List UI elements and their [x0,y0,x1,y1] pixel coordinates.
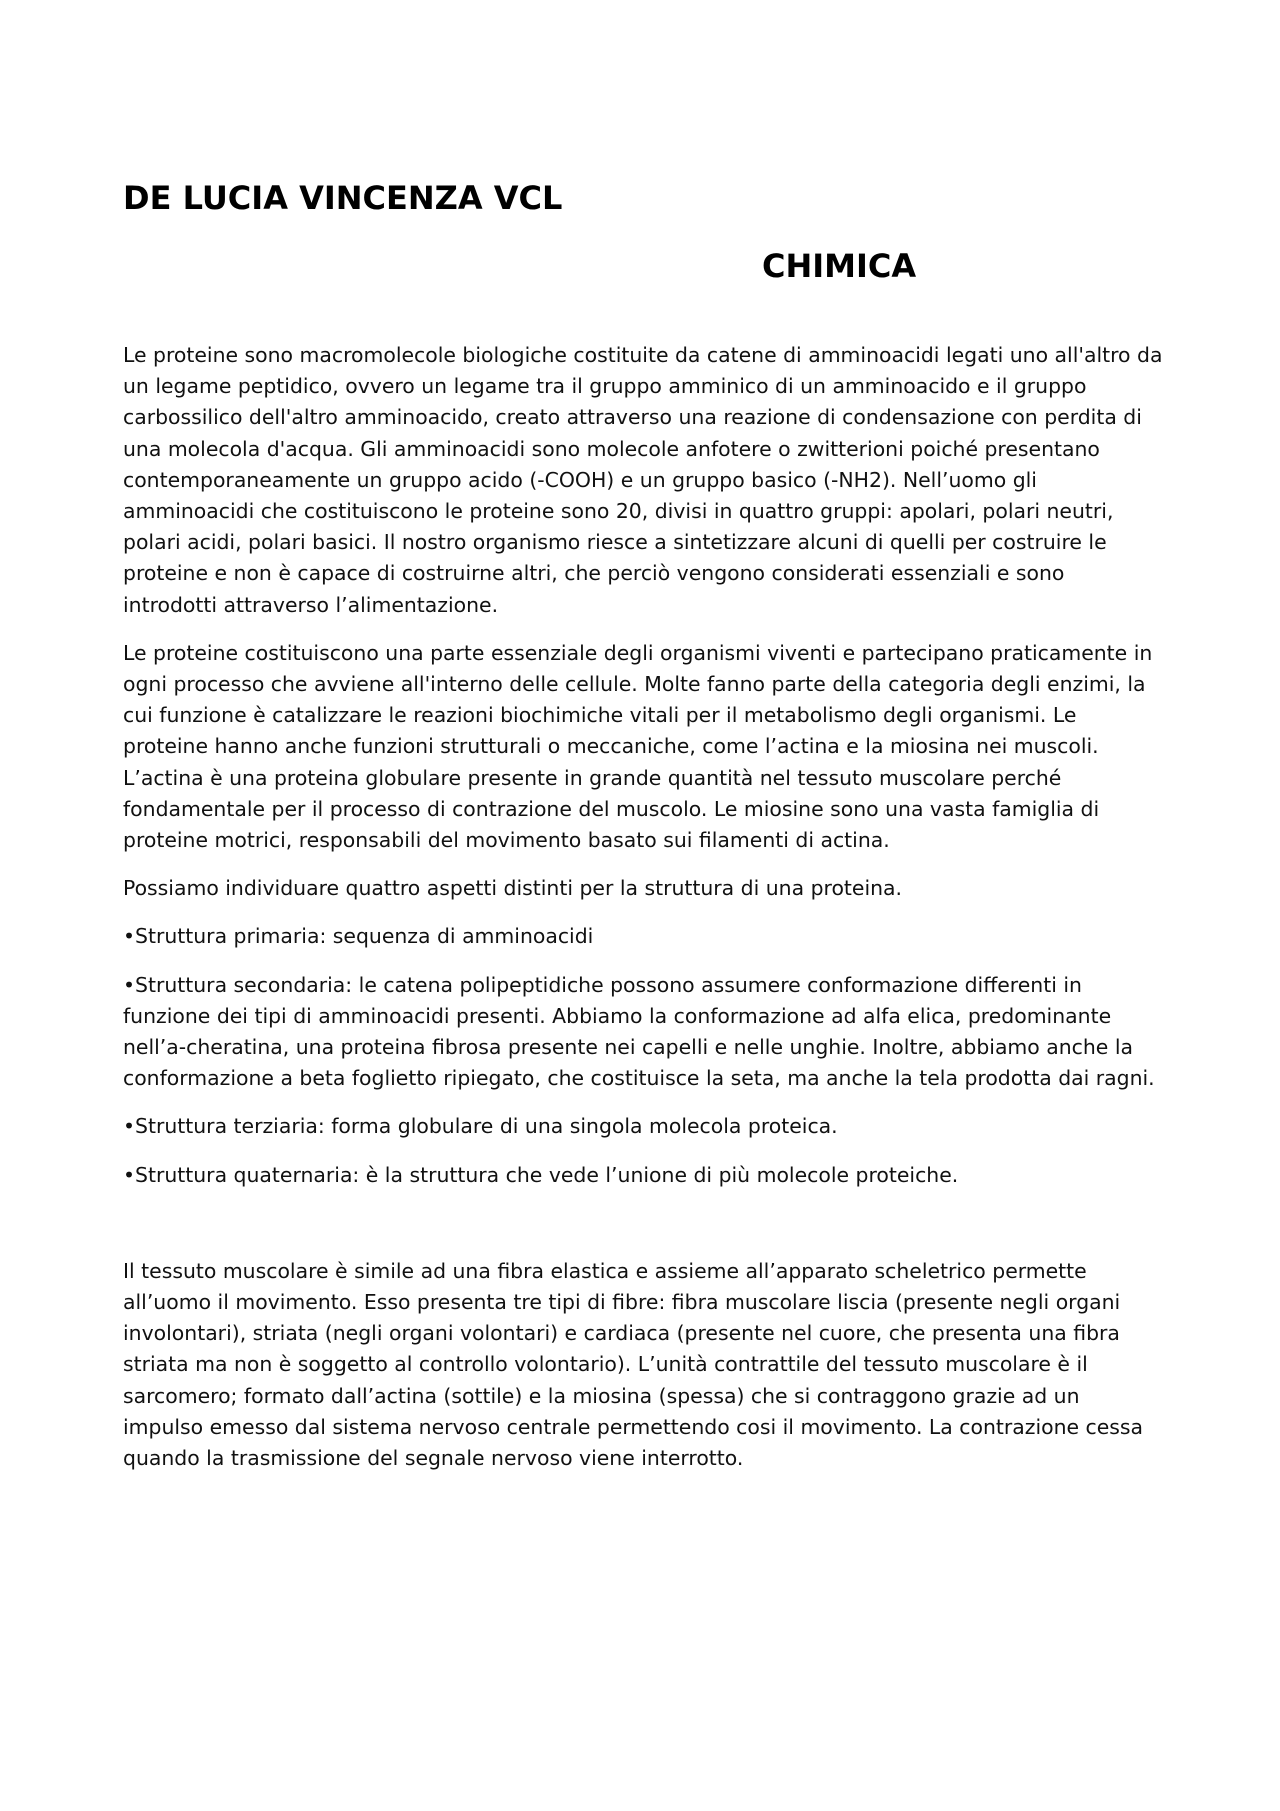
paragraph-tessuto-muscolare: Il tessuto muscolare è simile ad una fibra elastica e assieme all’apparato scheletrico permette all’uomo il movimento. Esso presenta tre tipi di fibre: fibra muscolare liscia (presente negli organi involontari), striata (negli organi volontari) e cardiaca (presente nel cuore, che presenta una fibra striata ma non è soggetto al controllo volontario). L’unità contrattile del tessuto muscolare è il sarcomero; formato dall’actina (sottile) e la miosina (spessa) che si contraggono grazie ad un impulso emesso dal sistema nervoso centrale permettendo cosi il movimento. La contrazione cessa quando la trasmissione del segnale nervoso viene interrotto. [123,1258,1144,1471]
paragraph-funzioni-proteine: Le proteine costituiscono una parte essenziale degli organismi viventi e partecipano praticamente in ogni processo che avviene all'interno delle cellule. Molte fanno parte della categoria degli enzimi, la cui funzione è catalizzare le reazioni biochimiche vitali per il metabolismo degli organismi. Le proteine hanno anche funzioni strutturali o meccaniche, come l’actina e la miosina nei muscoli. L’actina è una proteina globulare presente in grande quantità nel tessuto muscolare perché fondamentale per il processo di contrazione del muscolo. Le miosine sono una vasta famiglia di proteine motrici, responsabili del movimento basato sui filamenti di actina. [123,640,1153,853]
subject-title: CHIMICA [762,247,917,285]
bullet-struttura-quaternaria: •Struttura quaternaria: è la struttura che vede l’unione di più molecole proteiche. [123,1162,959,1187]
bullet-struttura-primaria: •Struttura primaria: sequenza di amminoacidi [123,924,594,949]
bullet-struttura-terziaria: •Struttura terziaria: forma globulare di una singola molecola proteica. [123,1114,838,1139]
paragraph-struttura-intro: Possiamo individuare quattro aspetti distinti per la struttura di una proteina. [123,876,903,901]
document-body [123,340,1163,1491]
paragraph-proteine-definizione: Le proteine sono macromolecole biologiche costituite da catene di amminoacidi legati uno all'altro da un legame peptidico, ovvero un legame tra il gruppo amminico di un amminoacido e il gruppo carbossilico dell'altro amminoacido, creato attraverso una reazione di condensazione con perdita di una molecola d'acqua. Gli amminoacidi sono molecole anfotere o zwitterioni poiché presentano contemporaneamente un gruppo acido (-COOH) e un gruppo basico (-NH2). Nell’uomo gli amminoacidi che costituiscono le proteine sono 20, divisi in quattro gruppi: apolari, polari neutri, polari acidi, polari basici. Il nostro organismo riesce a sintetizzare alcuni di quelli per costruire le proteine e non è capace di costruirne altri, che perciò vengono considerati essenziali e sono introdotti attraverso l’alimentazione. [123,343,1163,617]
author-name: DE LUCIA VINCENZA VCL [123,179,563,217]
bullet-struttura-secondaria: •Struttura secondaria: le catena polipeptidiche possono assumere conformazione differenti in funzione dei tipi di amminoacidi presenti. Abbiamo la conformazione ad alfa elica, predominante nell’a-cheratina, una proteina fibrosa presente nei capelli e nelle unghie. Inoltre, abbiamo anche la conformazione a beta foglietto ripiegato, che costituisce la seta, ma anche la tela prodotta dai ragni. [123,972,1155,1091]
paragraph-spacer [123,1208,1163,1256]
